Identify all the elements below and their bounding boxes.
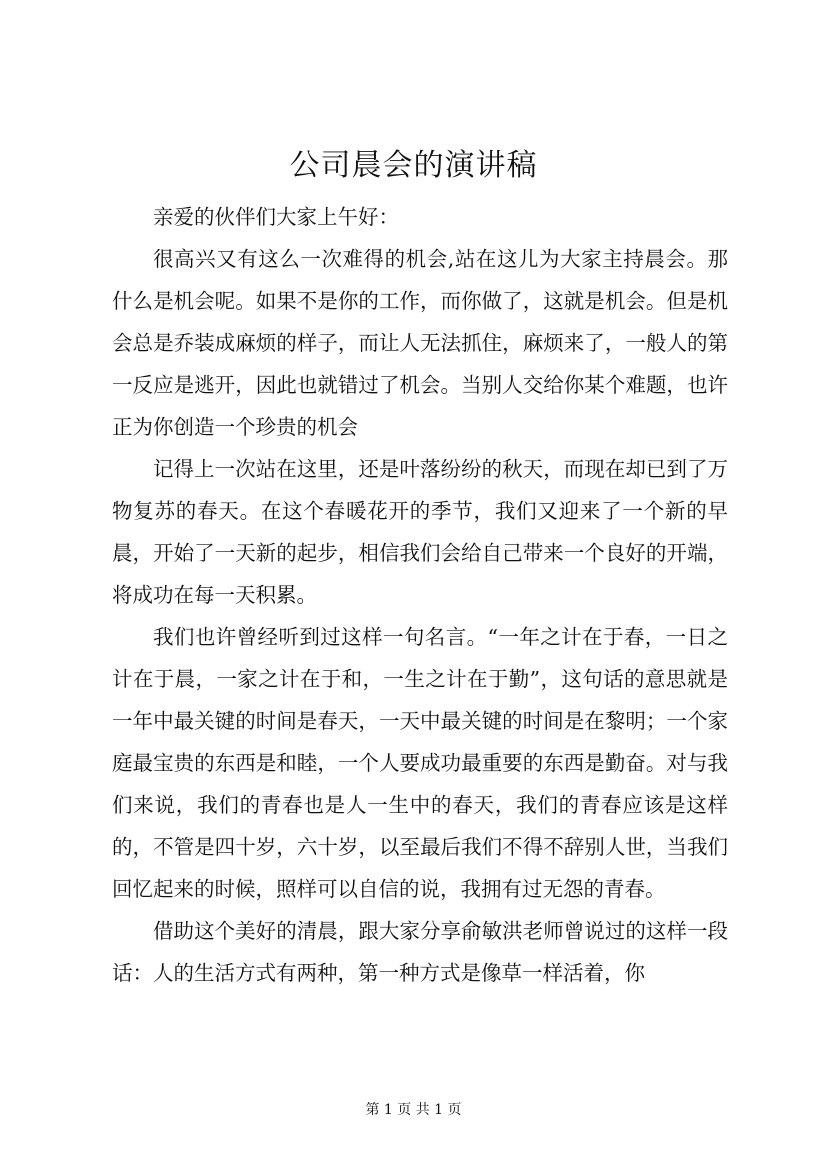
paragraph-greeting: 亲爱的伙伴们大家上午好： bbox=[153, 205, 399, 229]
paragraph-opportunity: 很高兴又有这么一次难得的机会,站在这儿为大家主持晨会。那什么是机会呢。如果不是你的工作，而你做了，这就是机会。但是机会总是乔装成麻烦的样子，而让人无法抓住，麻烦来了，一般人的第一反应是逃开，因此也就错过了机会。当别人交给你某个难题，也许正为你创造一个珍贵的机会 bbox=[112, 247, 728, 439]
document-title: 公司晨会的演讲稿 bbox=[289, 148, 538, 183]
page-footer: 第 1 页 共 1 页 bbox=[365, 1102, 462, 1118]
paragraph-proverb: 我们也许曾经听到过这样一句名言。“一年之计在于春，一日之计在于晨，一家之计在于和，一生之计在于勤”，这句话的意思就是一年中最关键的时间是春天，一天中最关键的时间是在黎明；一个家庭最宝贵的东西是和睦，一个人要成功最重要的东西是勤奋。对与我们来说，我们的青春也是人一生中的春天，我们的青春应该是这样的，不管是四十岁，六十岁，以至最后我们不得不辞别人世，当我们回忆起来的时候，照样可以自信的说，我拥有过无怨的青春。 bbox=[112, 625, 728, 901]
paragraph-spring: 记得上一次站在这里，还是叶落纷纷的秋天，而现在却已到了万物复苏的春天。在这个春暖花开的季节，我们又迎来了一个新的早晨，开始了一天新的起步，相信我们会给自己带来一个良好的开端，将成功在每一天积累。 bbox=[112, 457, 728, 607]
document-body bbox=[112, 196, 728, 994]
paragraph-yu-minhong: 借助这个美好的清晨，跟大家分享俞敏洪老师曾说过的这样一段话：人的生活方式有两种，第一种方式是像草一样活着，你 bbox=[112, 919, 728, 985]
